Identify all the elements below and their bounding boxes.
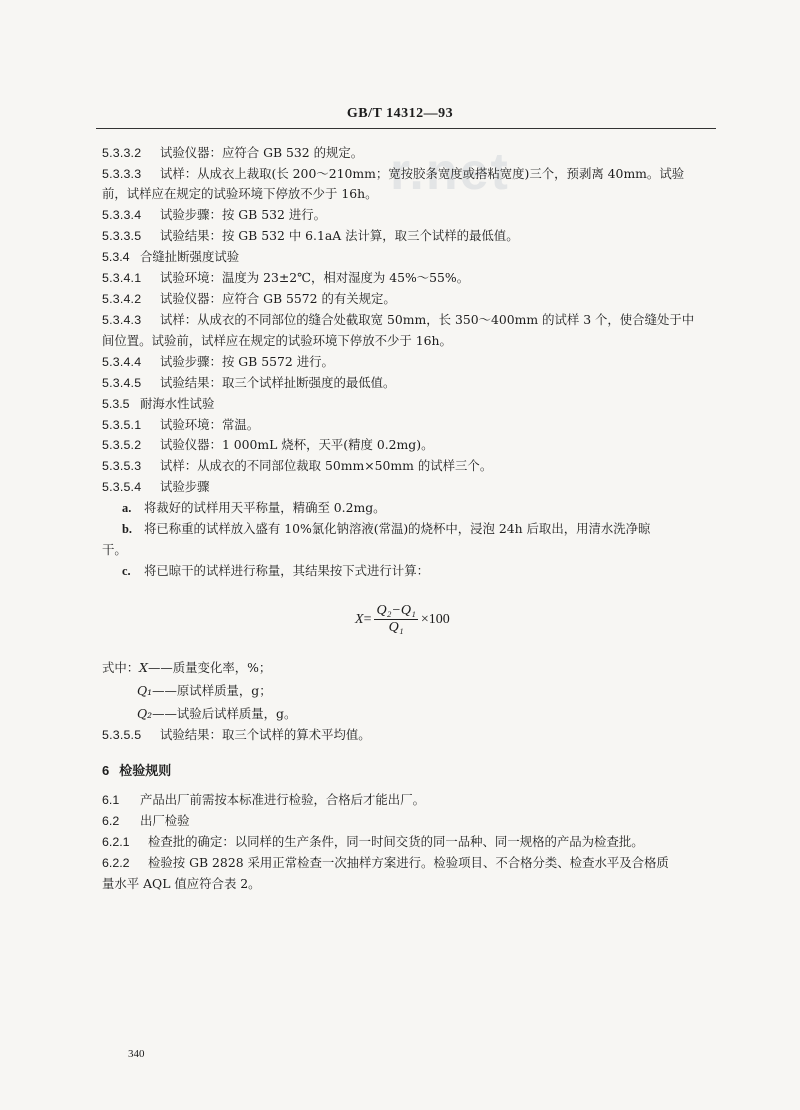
section-6-heading: 6 检验规则 (102, 763, 172, 779)
formula (355, 603, 450, 636)
clause-6-2: 6.2 出厂检验 (102, 813, 190, 828)
formula-fraction (374, 603, 417, 636)
step-c: c. 将已晾干的试样进行称量，其结果按下式进行计算： (122, 563, 429, 578)
clause-6-2-2-cont: 量水平 AQL 值应符合表 2。 (102, 876, 261, 891)
document-header: GB/T 14312—93 (346, 106, 454, 121)
clause-5-3-5-5: 5.3.5.5 试验结果：取三个试样的算术平均值。 (102, 727, 371, 742)
step-b: b. 将已称重的试样放入盛有 10%氯化钠溶液(常温)的烧杯中，浸泡 24h 后取出，用清水洗净晾 (122, 521, 651, 536)
formula-equals: = (363, 611, 372, 627)
legend-x: 式中：X——质量变化率，%； (102, 660, 272, 675)
clause-6-2-2: 6.2.2 检验按 GB 2828 采用正常检查一次抽样方案进行。检验项目、不合格分类、检查水平及合格质 (102, 855, 669, 870)
legend-q2: Q₂——试验后试样质量，g。 (137, 706, 297, 721)
formula-lhs: X (355, 611, 364, 627)
clause-5-3-3-2: 5.3.3.2 试验仪器：应符合 GB 532 的规定。 (102, 145, 364, 160)
clause-5-3-4-1: 5.3.4.1 试验环境：温度为 23±2℃，相对湿度为 45%～55%。 (102, 270, 470, 285)
formula-multiplier: ×100 (420, 611, 450, 627)
clause-6-2-1: 6.2.1 检查批的确定：以同样的生产条件，同一时间交货的同一品种、同一规格的产品为检查批。 (102, 834, 644, 849)
legend-q1: Q₁——原试样质量，g； (137, 683, 272, 698)
step-a: a. 将裁好的试样用天平称量，精确至 0.2mg。 (122, 500, 386, 515)
clause-5-3-5-4: 5.3.5.4 试验步骤 (102, 479, 210, 494)
clause-5-3-4-2: 5.3.4.2 试验仪器：应符合 GB 5572 的有关规定。 (102, 291, 396, 306)
clause-5-3-3-3-cont: 前，试样应在规定的试验环境下停放不少于 16h。 (102, 186, 378, 201)
clause-5-3-3-5: 5.3.3.5 试验结果：按 GB 532 中 6.1aA 法计算，取三个试样的最低值。 (102, 228, 519, 243)
clause-5-3-4-5: 5.3.4.5 试验结果：取三个试样扯断强度的最低值。 (102, 375, 396, 390)
page-number: 340 (128, 1048, 145, 1060)
clause-5-3-5-2: 5.3.5.2 试验仪器：1 000mL 烧杯，天平(精度 0.2mg)。 (102, 437, 434, 452)
clause-5-3-4: 5.3.4 合缝扯断强度试验 (102, 249, 240, 264)
header-rule (96, 128, 716, 129)
watermark: r.net (390, 143, 510, 201)
formula-numerator: Q₂−Q₁ (376, 603, 416, 618)
clause-5-3-4-4: 5.3.4.4 试验步骤：按 GB 5572 进行。 (102, 354, 334, 369)
clause-5-3-4-3: 5.3.4.3 试样：从成衣的不同部位的缝合处截取宽 50mm，长 350～400mm 的试样 3 个，使合缝处于中 (102, 312, 695, 327)
clause-5-3-3-4: 5.3.3.4 试验步骤：按 GB 532 进行。 (102, 207, 326, 222)
step-b-cont: 干。 (102, 542, 127, 557)
clause-6-1: 6.1 产品出厂前需按本标准进行检验，合格后才能出厂。 (102, 792, 425, 807)
clause-5-3-4-3-cont: 间位置。试验前，试样应在规定的试验环境下停放不少于 16h。 (102, 333, 452, 348)
clause-5-3-5-3: 5.3.5.3 试样：从成衣的不同部位裁取 50mm×50mm 的试样三个。 (102, 458, 493, 473)
clause-5-3-5-1: 5.3.5.1 试验环境：常温。 (102, 417, 260, 432)
clause-5-3-3-3: 5.3.3.3 试样：从成衣上裁取(长 200～210mm；宽按胶条宽度或搭粘宽度)三个，预剥离 40mm。试验 (102, 166, 685, 181)
clause-5-3-5: 5.3.5 耐海水性试验 (102, 396, 215, 411)
formula-denominator: Q₁ (388, 620, 404, 635)
